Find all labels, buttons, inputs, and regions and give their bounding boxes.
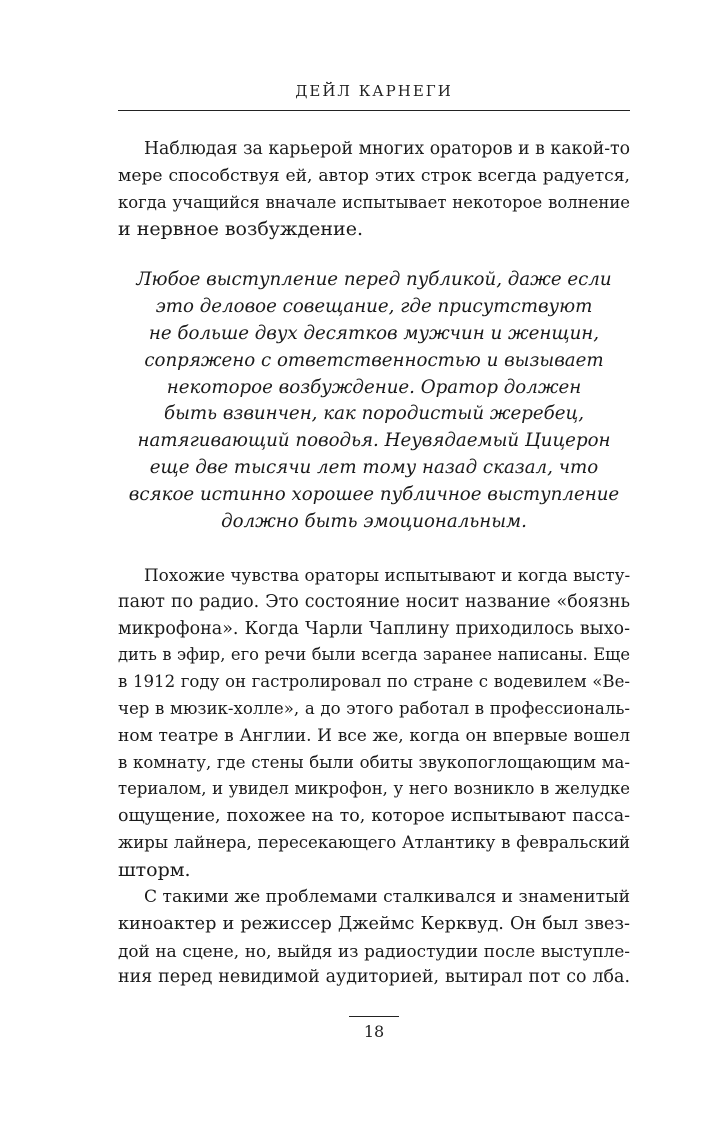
text-line: когда учащийся вначале испытывает некоторое волнение (118, 192, 630, 212)
text-line: дой на сцене, но, выйдя из радиостудии после выступле- (118, 940, 630, 961)
quote-line: Любое выступление перед публикой, даже если (136, 269, 612, 290)
quote-line: быть взвинчен, как породистый жеребец, (163, 403, 584, 425)
quote-line: всякое истинно хорошее публичное выступление (128, 484, 620, 506)
text-line: и нервное возбуждение. (118, 218, 364, 241)
quote-line: должно быть эмоциональным. (221, 511, 527, 533)
page-number: 18 (363, 1022, 385, 1041)
text-line: шторм. (118, 858, 191, 881)
quote-line: это деловое совещание, где присутствуют (155, 295, 593, 317)
text-line: С такими же проблемами сталкивался и знаменитый (144, 887, 630, 907)
quote-line: натягивающий поводья. Неувядаемый Цицерон (137, 430, 611, 452)
text-line: в 1912 году он гастролировал по стране с водевилем «Ве- (118, 672, 630, 692)
text-line: в комнату, где стены были обиты звукопоглощающим ма- (118, 752, 630, 772)
text-line: териалом, и увидел микрофон, у него возникло в желудке (118, 779, 630, 799)
quote-line: сопряжено с ответственностью и вызывает (144, 349, 604, 371)
quote-line: не больше двух десятков мужчин и женщин, (148, 322, 600, 344)
paragraph-1 (118, 136, 630, 243)
text-line: Наблюдая за карьерой многих ораторов и в какой-то (144, 139, 630, 159)
text-line: ния перед невидимой аудиторией, вытирал пот со лба. (118, 967, 630, 988)
text-line: ощущение, похожее на то, которое испытывают пасса- (118, 806, 630, 827)
paragraph-2 (118, 562, 630, 884)
text-line: дить в эфир, его речи были всегда заранее написаны. Еще (118, 645, 630, 665)
text-line: мере способствуя ей, автор этих строк всегда радуется, (118, 165, 630, 186)
paragraph-3 (118, 884, 630, 991)
text-line: микрофона». Когда Чарли Чаплину приходилось выхо- (118, 618, 630, 639)
block-quote (118, 267, 630, 536)
text-line: жиры лайнера, пересекающего Атлантику в февральский (118, 832, 630, 852)
header-rule (118, 110, 630, 111)
text-line: чер в мюзик-холле», а до этого работал в профессиональ- (118, 698, 630, 718)
quote-line: еще две тысячи лет тому назад сказал, что (149, 457, 599, 479)
running-head: ДЕЙЛ КАРНЕГИ (295, 82, 453, 100)
text-line: пают по радио. Это состояние носит название «боязнь (118, 591, 630, 612)
text-line: Похожие чувства ораторы испытывают и когда высту- (144, 565, 631, 585)
text-line: киноактер и режиссер Джеймс Керквуд. Он был звез- (118, 913, 630, 934)
quote-line: некоторое возбуждение. Оратор должен (166, 376, 582, 398)
text-line: ном театре в Англии. И все же, когда он впервые вошел (118, 725, 630, 746)
footer-rule (349, 1016, 399, 1017)
